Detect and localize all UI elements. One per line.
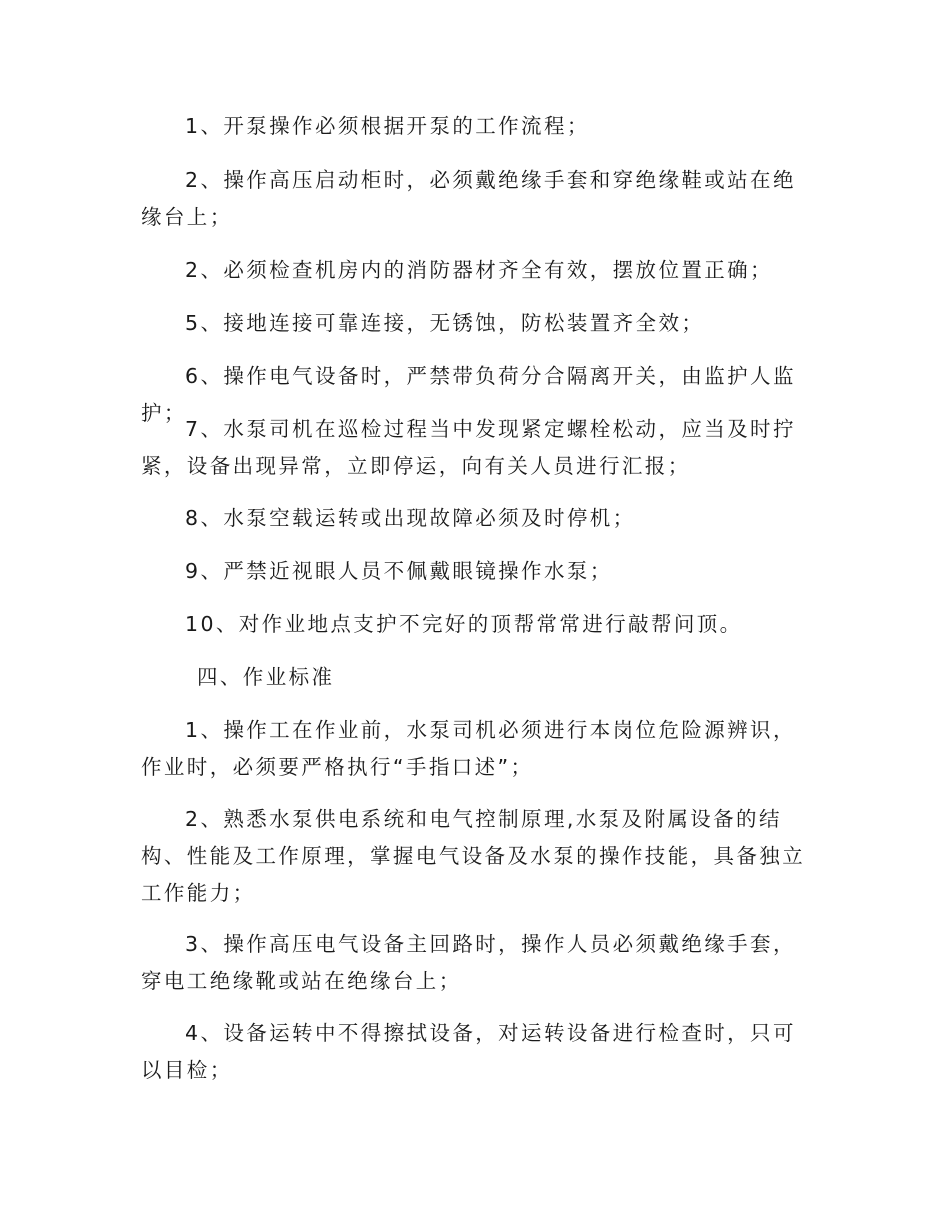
paragraph: 2、熟悉水泵供电系统和电气控制原理,水泵及附属设备的结构、性能及工作原理，掌握电气设备及水泵的操作技能，具备独立工作能力； [141, 807, 806, 905]
paragraph: 1、操作工在作业前，水泵司机必须进行本岗位危险源辨识，作业时，必须要严格执行“手指口述”； [141, 718, 796, 779]
paragraph: 2、必须检查机房内的消防器材齐全有效，摆放位置正确； [185, 258, 773, 282]
paragraph: 1、开泵操作必须根据开泵的工作流程； [185, 114, 590, 138]
paragraph: 7、水泵司机在巡检过程当中发现紧定螺栓松动，应当及时拧紧，设备出现异常，立即停运，向有关人员进行汇报； [141, 417, 796, 478]
paragraph: 5、接地连接可靠连接，无锈蚀，防松装置齐全效； [185, 311, 705, 335]
paragraph: 2、操作高压启动柜时，必须戴绝缘手套和穿绝缘鞋或站在绝缘台上； [141, 168, 796, 229]
paragraph: 4、设备运转中不得擦拭设备，对运转设备进行检查时，只可以目检； [141, 1021, 796, 1082]
paragraph: 8、水泵空载运转或出现故障必须及时停机； [185, 506, 636, 530]
paragraph: 9、严禁近视眼人员不佩戴眼镜操作水泵； [185, 559, 613, 583]
paragraph: 3、操作高压电气设备主回路时，操作人员必须戴绝缘手套，穿电工绝缘靴或站在绝缘台上； [141, 932, 796, 993]
section-heading: 四、作业标准 [197, 665, 335, 689]
paragraph: 10、对作业地点支护不完好的顶帮常常进行敲帮问顶。 [185, 612, 743, 636]
paragraph: 6、操作电气设备时，严禁带负荷分合隔离开关，由监护人监护； [141, 364, 796, 425]
